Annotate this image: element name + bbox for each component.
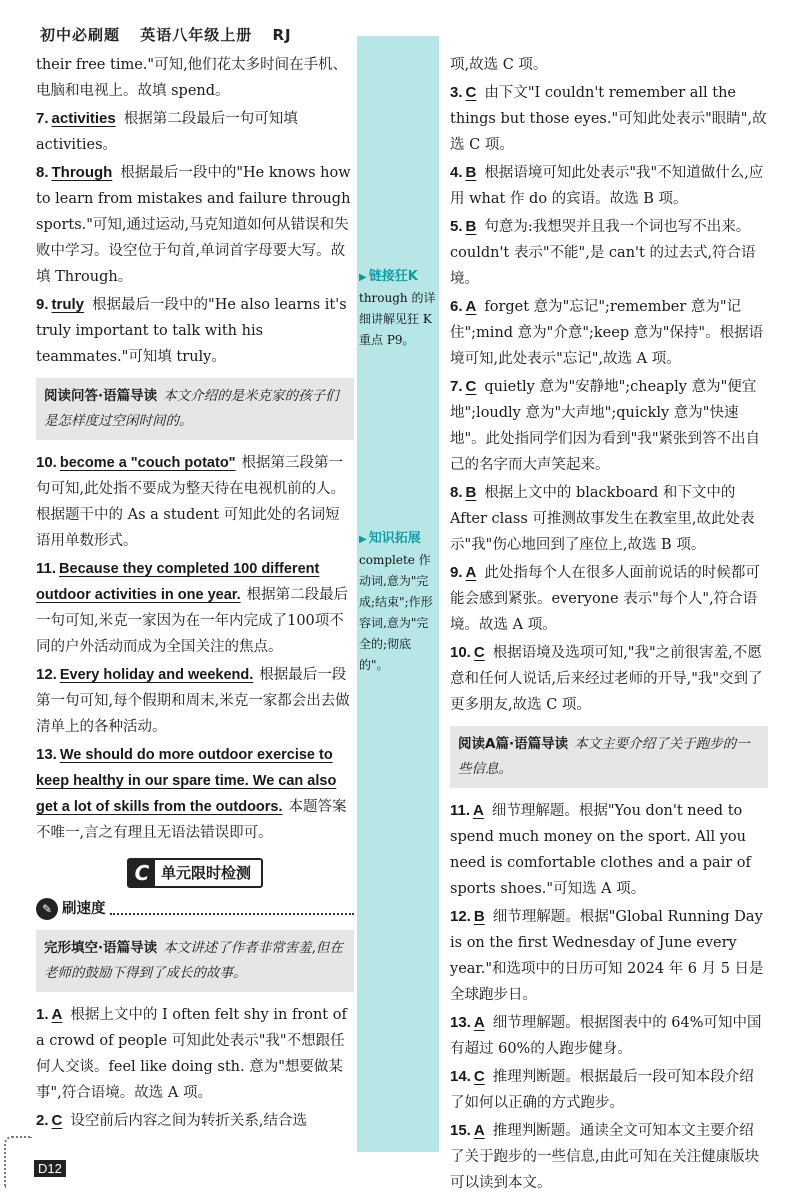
item-explanation: 推理判断题。通读全文可知本文主要介绍了关于跑步的一些信息,由此可知在关注健康版块可以读到本文。: [450, 1123, 760, 1191]
answer-item-c5: [450, 214, 768, 292]
answer-item-c6: [450, 294, 768, 372]
item-number: 6.: [450, 298, 463, 315]
speed-icon: ✎: [36, 898, 58, 920]
answer-item-8: [36, 160, 354, 290]
item-answer: Because they completed 100 different outdoor activities in one year.: [36, 561, 320, 603]
answer-item-12: [36, 662, 354, 740]
answer-item-c2: [36, 1108, 354, 1134]
sidebar-note-text: complete 作动词,意为"完成;结束";作形容词,意为"完全的;彻底的"。: [359, 553, 433, 672]
item-explanation: 细节理解题。根据图表中的 64%可知中国有超过 60%的人跑步健身。: [450, 1015, 762, 1057]
answer-item-c4: [450, 160, 768, 212]
speed-section-header: [36, 896, 354, 922]
item-explanation: quietly 意为"安静地";cheaply 意为"便宜地";loudly 意为"大声地";quickly 意为"快速地"。此处指同学们因为看到"我"紧张到答不出自己的名字而大声笑起来。: [450, 379, 761, 473]
item-number: 1.: [36, 1006, 49, 1023]
answer-item-10: [36, 450, 354, 554]
item-explanation: 根据第二段最后一句可知填 activities。: [36, 111, 298, 153]
item-explanation: 本题答案不唯一,言之有理且无语法错误即可。: [36, 799, 347, 841]
item-answer: B: [465, 484, 477, 501]
answer-item-r11: [450, 798, 768, 902]
item-answer: A: [465, 298, 477, 315]
sidebar-note-title: ▶ 链接狂K: [359, 266, 439, 288]
unit-test-title: 单元限时检测: [160, 864, 251, 882]
item-answer: activities: [51, 110, 116, 127]
item-answer: A: [473, 802, 484, 819]
item-explanation: 由下文"I couldn't remember all the things but those eyes."可知此处表示"眼睛",故选 C 项。: [450, 85, 767, 153]
item-answer: We should do more outdoor exercise to keep healthy in our spare time. We can also get a lot of skills from the outdoors.: [36, 747, 337, 815]
answer-item-c7: [450, 374, 768, 478]
unit-letter-icon: C: [129, 860, 155, 886]
item-explanation: 根据最后一段中的"He knows how to learn from mistakes and failure through sports."可知,通过运动,马克知道如何从错误和失败中学习。设空位于句首,单词首字母要大写。故填 Through。: [36, 165, 351, 285]
item-explanation: 根据第三段第一句可知,此处指不要成为整天待在电视机前的人。根据题干中的 As a student 可知此处的名词短语用单数形式。: [36, 455, 346, 549]
item-number: 8.: [450, 484, 463, 501]
item-number: 2.: [36, 1112, 49, 1129]
answer-item-c10: [450, 640, 768, 718]
sidebar-note-link: [359, 266, 439, 351]
item-number: 10.: [36, 454, 57, 471]
item-explanation: forget 意为"忘记";remember 意为"记住";mind 意为"介意";keep 意为"保持"。根据语境可知,此处表示"忘记",故选 A 项。: [450, 299, 764, 367]
item-answer: B: [465, 164, 477, 181]
answer-continuation: 项,故选 C 项。: [450, 57, 548, 73]
item-answer: truly: [51, 296, 85, 313]
item-explanation: 根据语境及选项可知,"我"之前很害羞,不愿意和任何人说话,后来经过老师的开导,"我"交到了更多朋友,故选 C 项。: [450, 645, 763, 713]
answer-item-11: [36, 556, 354, 660]
page-number: D12: [34, 1160, 66, 1177]
right-column: [450, 52, 768, 1198]
sidebar-note-extend: [359, 528, 439, 676]
item-number: 13.: [450, 1014, 471, 1031]
unit-test-banner: [36, 858, 354, 888]
item-answer: become a "couch potato": [59, 455, 236, 471]
dotted-divider: [110, 903, 355, 915]
answer-item-r15: [450, 1118, 768, 1196]
speed-label: 刷速度: [62, 901, 106, 917]
item-number: 9.: [450, 564, 463, 581]
answer-item-13: [36, 742, 354, 846]
item-number: 7.: [450, 378, 463, 395]
book-title: 初中必刷题: [40, 26, 121, 44]
guide-title: 阅读A篇·语篇导读: [458, 736, 569, 752]
item-answer: C: [51, 1112, 63, 1129]
item-answer: Through: [51, 164, 113, 181]
item-number: 14.: [450, 1068, 471, 1085]
answer-item-7: [36, 106, 354, 158]
item-answer: C: [473, 644, 485, 661]
answer-item-r12: [450, 904, 768, 1008]
passage-guide: [450, 726, 768, 788]
answer-item-c1: [36, 1002, 354, 1106]
item-answer: A: [473, 1122, 485, 1139]
item-number: 9.: [36, 296, 49, 313]
item-number: 10.: [450, 644, 471, 661]
item-number: 15.: [450, 1122, 471, 1139]
answer-item-c3: [450, 80, 768, 158]
item-explanation: 细节理解题。根据"You don't need to spend much money on the sport. All you need is comfortable clothes and a pair of sports shoes."可知选 A 项。: [450, 803, 751, 897]
item-explanation: 设空前后内容之间为转折关系,结合选: [70, 1113, 307, 1129]
guide-text: 本文讲述了作者非常害羞,但在老师的鼓励下得到了成长的故事。: [44, 940, 343, 981]
item-explanation: 细节理解题。根据"Global Running Day is on the first Wednesday of June every year."和选项中的日历可知 2024 年 6 月 5 日是全球跑步日。: [450, 909, 764, 1003]
item-explanation: 此处指每个人在很多人面前说话的时候都可能会感到紧张。everyone 表示"每个人",符合语境。故选 A 项。: [450, 565, 760, 633]
item-explanation: 根据上文中的 blackboard 和下文中的 After class 可推测故事发生在教室里,故此处表示"我"伤心地回到了座位上,故选 B 项。: [450, 485, 755, 553]
answer-item-c9: [450, 560, 768, 638]
passage-guide: [36, 930, 354, 992]
item-number: 12.: [36, 666, 57, 683]
corner-decoration: [4, 1136, 32, 1188]
answer-item-r14: [450, 1064, 768, 1116]
item-number: 12.: [450, 908, 471, 925]
guide-title: 阅读问答·语篇导读: [44, 388, 158, 404]
item-answer: C: [465, 378, 477, 395]
item-explanation: 推理判断题。根据最后一段可知本段介绍了如何以正确的方式跑步。: [450, 1069, 754, 1111]
item-explanation: 根据第二段最后一句可知,米克一家因为在一年内完成了100项不同的户外活动而成为全国关注的焦点。: [36, 587, 349, 655]
item-explanation: 根据上文中的 I often felt shy in front of a crowd of people 可知此处表示"我"不想跟任何人交谈。feel like doing sth. 意为"想要做某事",符合语境。故选 A 项。: [36, 1007, 347, 1101]
item-answer: A: [473, 1014, 485, 1031]
left-column: [36, 52, 354, 1136]
item-answer: C: [473, 1068, 485, 1085]
item-number: 11.: [36, 560, 57, 577]
answer-item-r13: [450, 1010, 768, 1062]
item-explanation: 句意为:我想哭并且我一个词也写不出来。couldn't 表示"不能",是 can't 的过去式,符合语境。: [450, 219, 756, 287]
item-number: 11.: [450, 802, 471, 819]
sidebar-note-title: ▶ 知识拓展: [359, 528, 439, 550]
guide-title: 完形填空·语篇导读: [44, 940, 158, 956]
item-explanation: 根据最后一段第一句可知,每个假期和周末,米克一家都会出去做清单上的各种活动。: [36, 667, 350, 735]
page-header: [40, 24, 306, 45]
book-subject: 英语八年级上册: [140, 26, 253, 44]
book-edition: RJ: [272, 26, 292, 44]
item-explanation: 根据最后一段中的"He also learns it's truly important to talk with his teammates."可知填 truly。: [36, 297, 347, 365]
item-answer: A: [465, 564, 477, 581]
item-number: 3.: [450, 84, 463, 101]
item-number: 13.: [36, 746, 57, 763]
answer-item-c8: [450, 480, 768, 558]
answer-item-9: [36, 292, 354, 370]
item-answer: B: [473, 908, 485, 925]
answer-continuation: their free time."可知,他们花太多时间在手机、电脑和电视上。故填 spend。: [36, 57, 348, 99]
unit-test-box: [127, 858, 263, 888]
item-answer: Every holiday and weekend.: [59, 667, 254, 683]
item-number: 4.: [450, 164, 463, 181]
guide-text: 本文主要介绍了关于跑步的一些信息。: [458, 736, 750, 777]
sidebar-note-text: through 的详细讲解见狂 K 重点 P9。: [359, 291, 436, 347]
guide-text: 本文介绍的是米克家的孩子们是怎样度过空闲时间的。: [44, 388, 339, 429]
item-answer: C: [465, 84, 477, 101]
passage-guide: [36, 378, 354, 440]
item-number: 5.: [450, 218, 463, 235]
item-explanation: 根据语境可知此处表示"我"不知道做什么,应用 what 作 do 的宾语。故选 B 项。: [450, 165, 764, 207]
item-number: 7.: [36, 110, 49, 127]
item-answer: B: [465, 218, 477, 235]
item-number: 8.: [36, 164, 49, 181]
item-answer: A: [51, 1006, 63, 1023]
